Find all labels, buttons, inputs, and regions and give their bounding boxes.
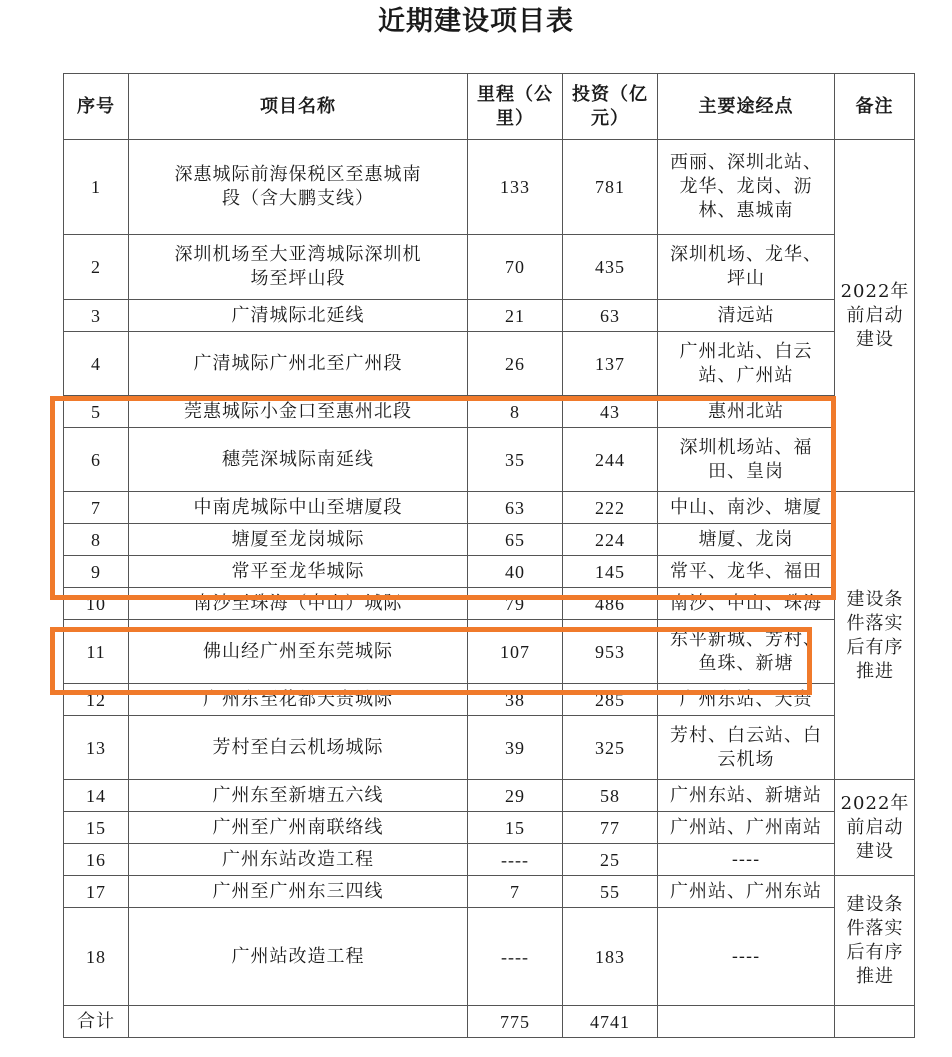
cell-invest: 325: [563, 716, 658, 780]
cell-stops: 广州东站、新塘站: [658, 780, 835, 812]
table-row: [64, 588, 915, 620]
cell-stops: 深圳机场、龙华、坪山: [658, 235, 835, 300]
cell-name: 广州至广州南联络线: [129, 812, 468, 844]
cell-name: 塘厦至龙岗城际: [129, 524, 468, 556]
cell-invest: 145: [563, 556, 658, 588]
cell-name: 佛山经广州至东莞城际: [129, 620, 468, 684]
cell-invest: 137: [563, 332, 658, 396]
cell-name: 南沙至珠海（中山）城际: [129, 588, 468, 620]
cell-seq: 7: [64, 492, 129, 524]
cell-name: 深惠城际前海保税区至惠城南段（含大鹏支线）: [129, 140, 468, 235]
table-row: [64, 332, 915, 396]
cell-seq: 1: [64, 140, 129, 235]
projects-table: [63, 73, 915, 1038]
cell-length: ----: [468, 908, 563, 1006]
total-empty-cell: [835, 1006, 915, 1038]
cell-length: 107: [468, 620, 563, 684]
cell-invest: 781: [563, 140, 658, 235]
cell-invest: 77: [563, 812, 658, 844]
table-header-row: [64, 74, 915, 140]
cell-length: 63: [468, 492, 563, 524]
cell-seq: 16: [64, 844, 129, 876]
cell-invest: 58: [563, 780, 658, 812]
table-row: [64, 492, 915, 524]
cell-length: 70: [468, 235, 563, 300]
cell-name: 穗莞深城际南延线: [129, 428, 468, 492]
cell-invest: 486: [563, 588, 658, 620]
cell-name: 广州至广州东三四线: [129, 876, 468, 908]
cell-seq: 9: [64, 556, 129, 588]
table-row: [64, 716, 915, 780]
total-length: 775: [468, 1006, 563, 1038]
cell-stops: 南沙、中山、珠海: [658, 588, 835, 620]
cell-stops: 东平新城、芳村、鱼珠、新塘: [658, 620, 835, 684]
cell-stops: ----: [658, 844, 835, 876]
table-row: [64, 428, 915, 492]
cell-stops: 广州北站、白云站、广州站: [658, 332, 835, 396]
cell-invest: 285: [563, 684, 658, 716]
cell-name: 广清城际广州北至广州段: [129, 332, 468, 396]
cell-stops: 西丽、深圳北站、龙华、龙岗、沥林、惠城南: [658, 140, 835, 235]
cell-name: 广清城际北延线: [129, 300, 468, 332]
cell-seq: 8: [64, 524, 129, 556]
cell-seq: 14: [64, 780, 129, 812]
cell-stops: 塘厦、龙岗: [658, 524, 835, 556]
cell-length: 8: [468, 396, 563, 428]
cell-stops: 广州站、广州东站: [658, 876, 835, 908]
cell-stops: 广州站、广州南站: [658, 812, 835, 844]
page-title: 近期建设项目表: [378, 6, 574, 37]
table-row: [64, 876, 915, 908]
total-empty-cell: [129, 1006, 468, 1038]
cell-length: 133: [468, 140, 563, 235]
cell-invest: 43: [563, 396, 658, 428]
total-empty-cell: [658, 1006, 835, 1038]
cell-stops: 广州东站、天贵: [658, 684, 835, 716]
cell-length: 65: [468, 524, 563, 556]
cell-name: 广州站改造工程: [129, 908, 468, 1006]
cell-length: 40: [468, 556, 563, 588]
table-row: [64, 844, 915, 876]
cell-stops: 中山、南沙、塘厦: [658, 492, 835, 524]
total-label: 合计: [64, 1006, 129, 1038]
cell-seq: 4: [64, 332, 129, 396]
table-row: [64, 300, 915, 332]
cell-remark: 建设条件落实后有序推进: [835, 492, 915, 780]
cell-seq: 10: [64, 588, 129, 620]
cell-invest: 25: [563, 844, 658, 876]
cell-seq: 2: [64, 235, 129, 300]
cell-name: 莞惠城际小金口至惠州北段: [129, 396, 468, 428]
header-remark: 备注: [835, 74, 915, 140]
cell-invest: 222: [563, 492, 658, 524]
cell-seq: 5: [64, 396, 129, 428]
table-row: [64, 812, 915, 844]
cell-length: 21: [468, 300, 563, 332]
header-stops: 主要途经点: [658, 74, 835, 140]
table-row: [64, 524, 915, 556]
cell-invest: 953: [563, 620, 658, 684]
cell-length: 79: [468, 588, 563, 620]
header-length: 里程（公里）: [468, 74, 563, 140]
cell-name: 芳村至白云机场城际: [129, 716, 468, 780]
cell-name: 广州东至花都天贵城际: [129, 684, 468, 716]
cell-stops: 惠州北站: [658, 396, 835, 428]
header-name: 项目名称: [129, 74, 468, 140]
cell-remark: 2022年前启动建设: [835, 780, 915, 876]
cell-invest: 63: [563, 300, 658, 332]
table-row: [64, 780, 915, 812]
cell-length: 35: [468, 428, 563, 492]
cell-length: 15: [468, 812, 563, 844]
cell-stops: 清远站: [658, 300, 835, 332]
table-row: [64, 620, 915, 684]
cell-seq: 12: [64, 684, 129, 716]
cell-stops: ----: [658, 908, 835, 1006]
cell-name: 广州东至新塘五六线: [129, 780, 468, 812]
table-row: [64, 556, 915, 588]
cell-length: 7: [468, 876, 563, 908]
cell-length: 38: [468, 684, 563, 716]
total-invest: 4741: [563, 1006, 658, 1038]
cell-seq: 11: [64, 620, 129, 684]
cell-remark: 2022年前启动建设: [835, 140, 915, 492]
cell-seq: 18: [64, 908, 129, 1006]
cell-seq: 17: [64, 876, 129, 908]
cell-length: 39: [468, 716, 563, 780]
cell-invest: 244: [563, 428, 658, 492]
header-invest: 投资（亿元）: [563, 74, 658, 140]
table-row: [64, 140, 915, 235]
cell-name: 中南虎城际中山至塘厦段: [129, 492, 468, 524]
table-row: [64, 684, 915, 716]
cell-name: 常平至龙华城际: [129, 556, 468, 588]
cell-invest: 55: [563, 876, 658, 908]
table-row: [64, 908, 915, 1006]
cell-invest: 435: [563, 235, 658, 300]
cell-length: 29: [468, 780, 563, 812]
cell-stops: 常平、龙华、福田: [658, 556, 835, 588]
table-row: [64, 235, 915, 300]
table-total-row: [64, 1006, 915, 1038]
cell-seq: 13: [64, 716, 129, 780]
cell-name: 广州东站改造工程: [129, 844, 468, 876]
cell-length: ----: [468, 844, 563, 876]
cell-invest: 183: [563, 908, 658, 1006]
cell-stops: 深圳机场站、福田、皇岗: [658, 428, 835, 492]
cell-length: 26: [468, 332, 563, 396]
cell-name: 深圳机场至大亚湾城际深圳机场至坪山段: [129, 235, 468, 300]
cell-seq: 6: [64, 428, 129, 492]
cell-seq: 15: [64, 812, 129, 844]
cell-seq: 3: [64, 300, 129, 332]
cell-invest: 224: [563, 524, 658, 556]
header-seq: 序号: [64, 74, 129, 140]
table-row: [64, 396, 915, 428]
cell-remark: 建设条件落实后有序推进: [835, 876, 915, 1006]
cell-stops: 芳村、白云站、白云机场: [658, 716, 835, 780]
